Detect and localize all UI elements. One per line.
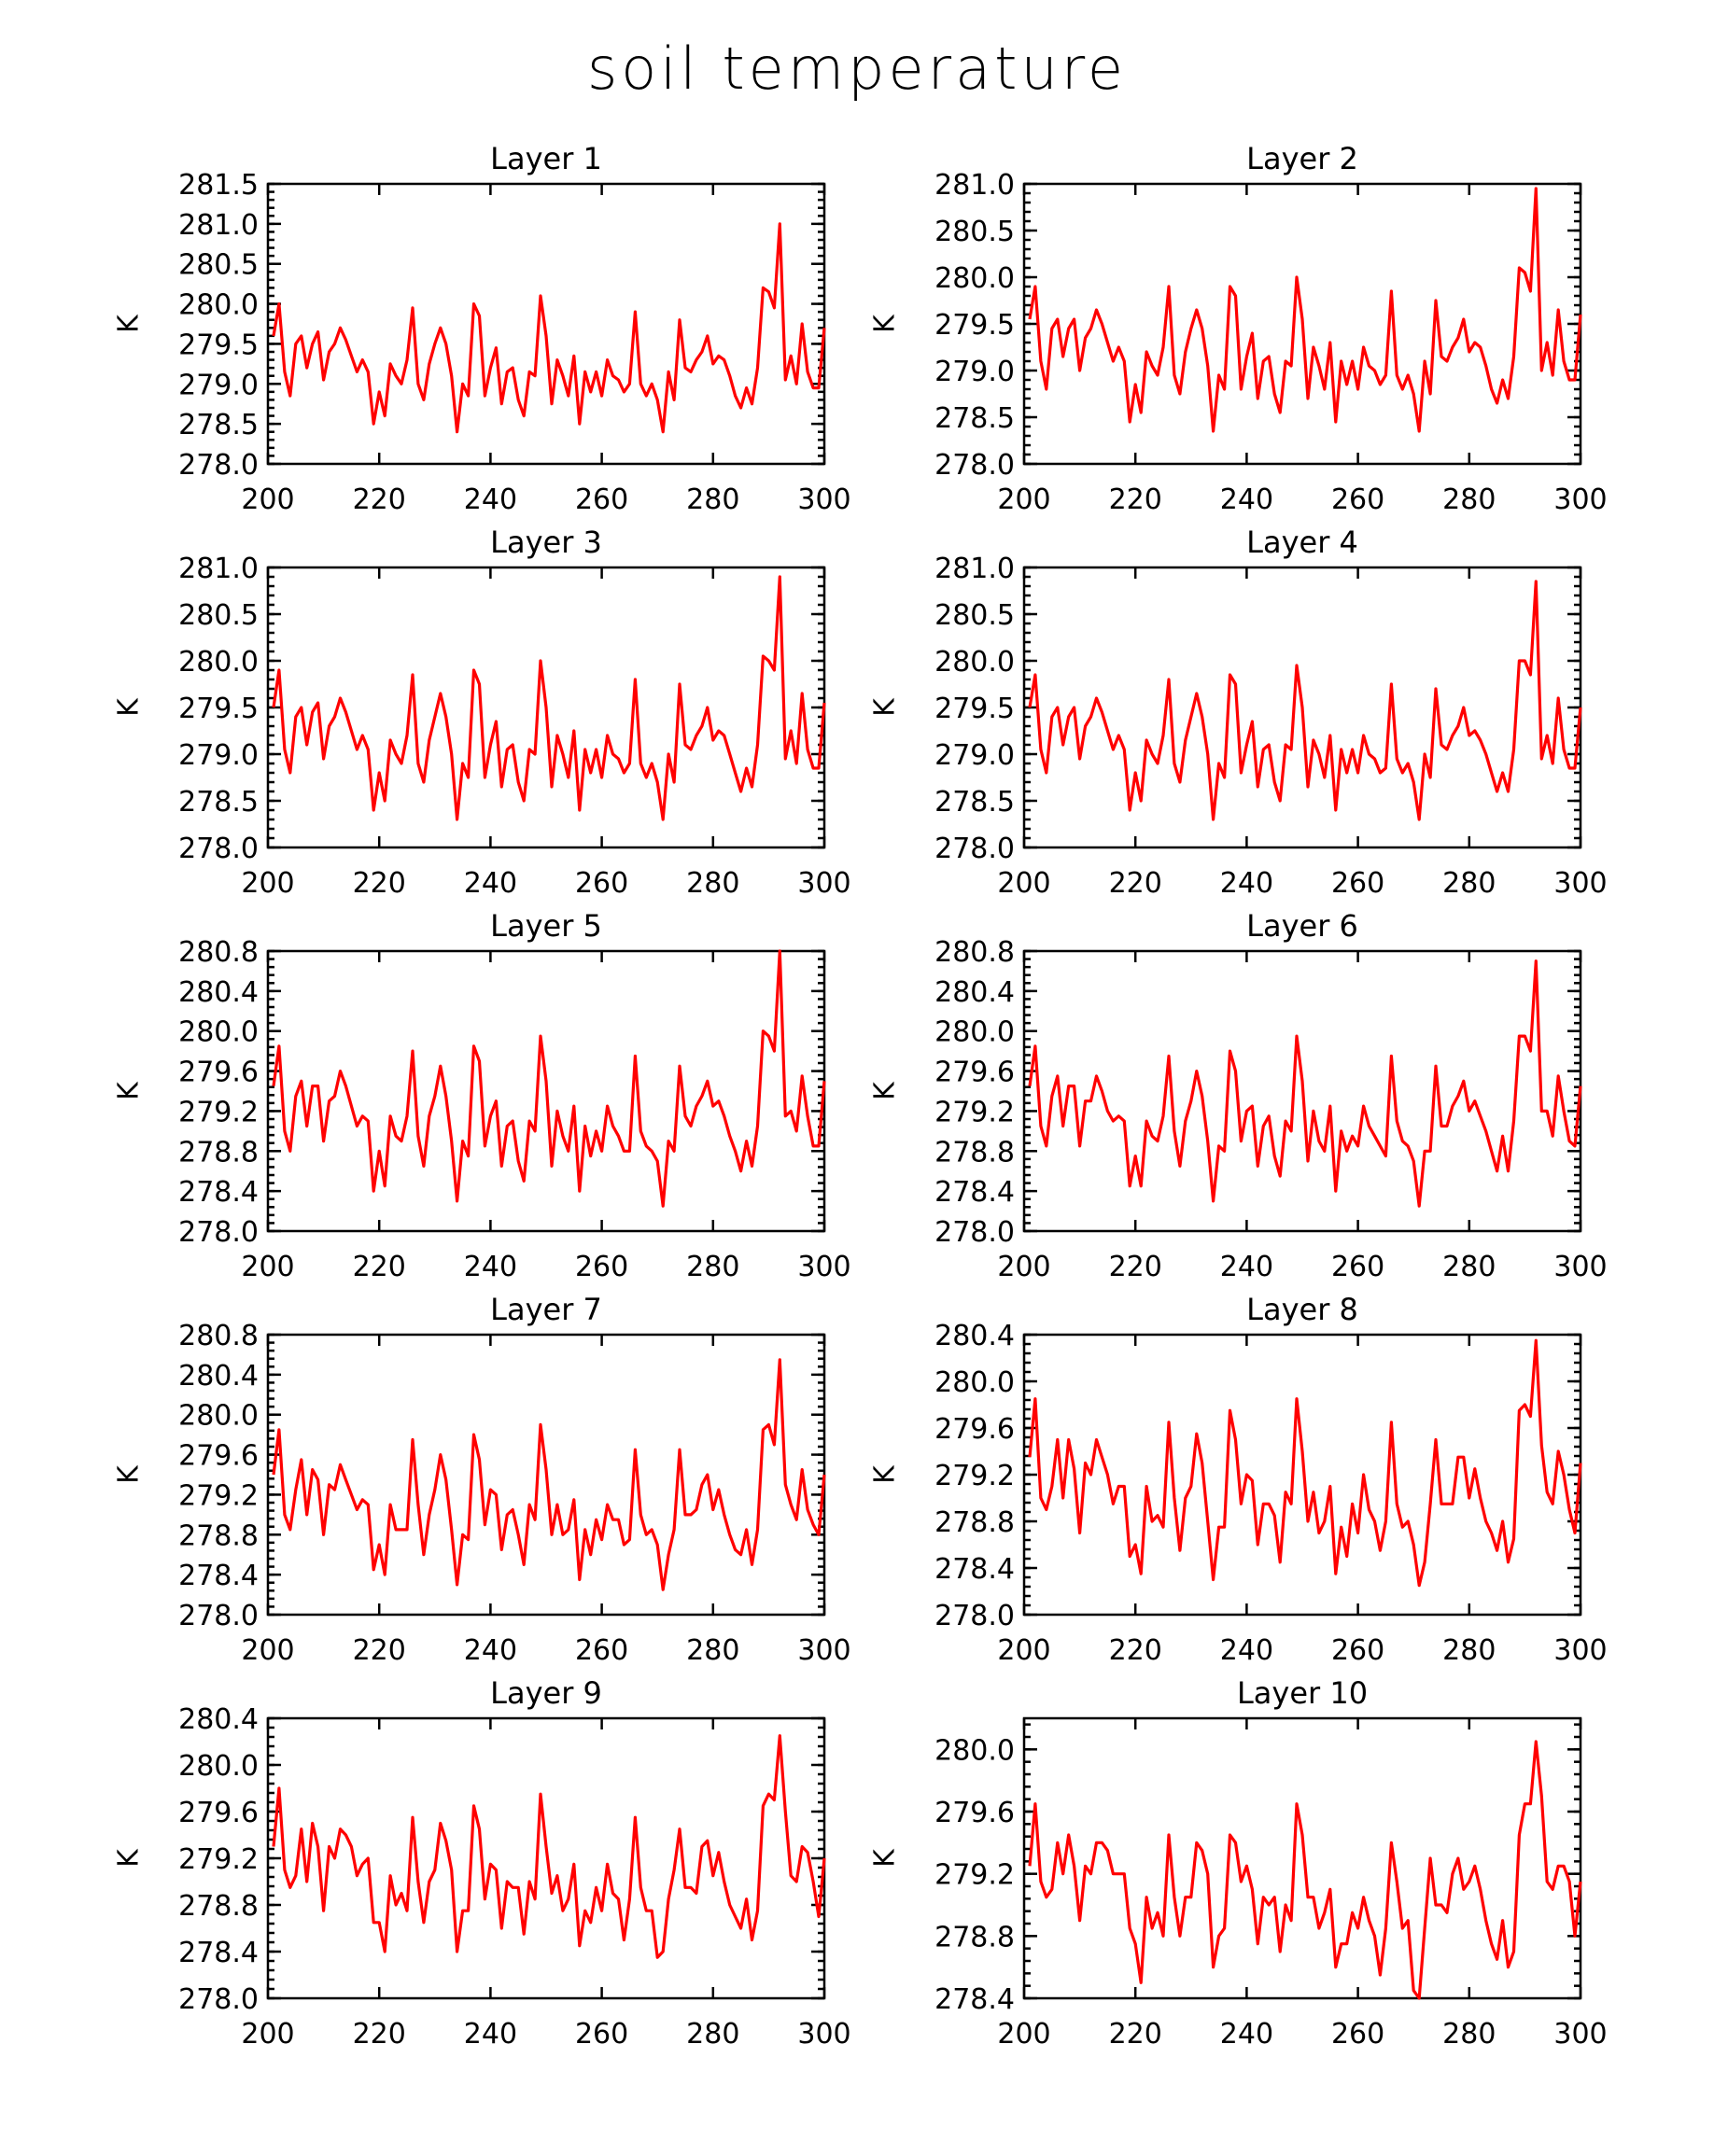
x-tick-label: 220 xyxy=(1108,1634,1162,1667)
y-tick-label: 278.0 xyxy=(178,449,259,482)
x-tick-label: 240 xyxy=(463,2018,518,2051)
x-tick-label: 240 xyxy=(1219,483,1274,516)
y-tick-label: 280.4 xyxy=(934,975,1015,1009)
plot-frame xyxy=(268,184,824,464)
y-tick-label: 279.2 xyxy=(934,1858,1015,1892)
y-tick-label: 278.0 xyxy=(178,833,259,865)
x-tick-label: 240 xyxy=(1219,1251,1274,1283)
y-axis-label: K xyxy=(868,698,902,717)
y-tick-label: 280.8 xyxy=(178,1320,259,1352)
x-tick-label: 200 xyxy=(241,2018,295,2051)
x-tick-label: 280 xyxy=(686,1634,740,1667)
y-tick-label: 278.0 xyxy=(934,1600,1015,1632)
series-line xyxy=(1030,189,1581,431)
x-tick-label: 200 xyxy=(997,867,1051,900)
y-tick-label: 280.0 xyxy=(178,288,259,322)
x-tick-label: 240 xyxy=(463,483,518,516)
x-tick-label: 300 xyxy=(797,1634,851,1667)
series-line xyxy=(274,577,824,819)
y-axis-label: K xyxy=(868,315,902,333)
y-tick-label: 280.4 xyxy=(178,1703,259,1736)
y-tick-label: 281.0 xyxy=(178,208,259,242)
x-tick-label: 220 xyxy=(352,483,406,516)
y-tick-label: 278.4 xyxy=(934,1553,1015,1586)
y-tick-label: 280.8 xyxy=(178,936,259,969)
panel-layer-7 xyxy=(113,1292,851,1667)
y-axis-label: K xyxy=(868,1082,902,1100)
y-tick-label: 280.4 xyxy=(178,975,259,1009)
panel-layer-8 xyxy=(869,1292,1608,1667)
y-tick-label: 281.0 xyxy=(934,553,1015,585)
y-tick-label: 279.5 xyxy=(178,693,259,725)
x-tick-label: 220 xyxy=(352,1251,406,1283)
panel-title: Layer 8 xyxy=(1246,1292,1358,1327)
y-tick-label: 279.2 xyxy=(934,1460,1015,1492)
y-tick-label: 280.4 xyxy=(934,1320,1015,1352)
x-tick-label: 260 xyxy=(574,1634,629,1667)
y-tick-label: 278.8 xyxy=(178,1136,259,1169)
series-line xyxy=(1030,1742,1581,1998)
x-tick-label: 280 xyxy=(1442,483,1496,516)
y-tick-label: 278.0 xyxy=(934,833,1015,865)
x-tick-label: 260 xyxy=(1330,1634,1385,1667)
x-tick-label: 220 xyxy=(1108,2018,1162,2051)
y-tick-label: 280.0 xyxy=(934,262,1015,295)
panel-title: Layer 3 xyxy=(490,525,602,560)
y-axis-label: K xyxy=(112,698,146,717)
y-tick-label: 279.5 xyxy=(934,693,1015,725)
y-tick-label: 279.6 xyxy=(178,1439,259,1473)
y-tick-label: 278.4 xyxy=(178,1176,259,1210)
y-tick-label: 279.0 xyxy=(178,739,259,772)
panel-layer-1 xyxy=(113,141,851,516)
series-line xyxy=(274,1736,824,1958)
y-tick-label: 280.0 xyxy=(178,1750,259,1783)
y-tick-label: 278.8 xyxy=(934,1136,1015,1169)
x-tick-label: 240 xyxy=(1219,2018,1274,2051)
y-tick-label: 279.5 xyxy=(178,329,259,362)
x-tick-label: 260 xyxy=(574,483,629,516)
y-tick-label: 280.0 xyxy=(934,1734,1015,1768)
y-tick-label: 280.5 xyxy=(934,599,1015,632)
y-tick-label: 279.6 xyxy=(178,1056,259,1089)
x-tick-label: 240 xyxy=(1219,1634,1274,1667)
x-tick-label: 260 xyxy=(1330,1251,1385,1283)
y-tick-label: 278.5 xyxy=(178,409,259,442)
x-tick-label: 220 xyxy=(352,1634,406,1667)
y-axis-label: K xyxy=(112,1465,146,1484)
y-tick-label: 279.6 xyxy=(934,1056,1015,1089)
y-tick-label: 279.2 xyxy=(178,1479,259,1513)
panel-title: Layer 6 xyxy=(1246,908,1358,944)
y-tick-label: 278.0 xyxy=(178,1216,259,1249)
x-tick-label: 280 xyxy=(1442,2018,1496,2051)
panel-layer-5 xyxy=(113,908,851,1283)
y-tick-label: 280.0 xyxy=(934,1015,1015,1049)
series-line xyxy=(1030,1340,1581,1586)
y-tick-label: 280.5 xyxy=(178,248,259,282)
y-tick-label: 280.4 xyxy=(178,1359,259,1393)
y-tick-label: 281.0 xyxy=(934,169,1015,202)
x-tick-label: 300 xyxy=(1553,2018,1608,2051)
y-tick-label: 279.6 xyxy=(934,1797,1015,1829)
x-tick-label: 300 xyxy=(797,1251,851,1283)
y-tick-label: 280.0 xyxy=(934,1366,1015,1399)
x-tick-label: 200 xyxy=(241,1251,295,1283)
panel-title: Layer 5 xyxy=(490,908,602,944)
x-tick-label: 220 xyxy=(352,867,406,900)
x-tick-label: 260 xyxy=(1330,483,1385,516)
x-tick-label: 220 xyxy=(1108,1251,1162,1283)
y-axis-label: K xyxy=(112,1849,146,1868)
x-tick-label: 240 xyxy=(1219,867,1274,900)
y-tick-label: 279.0 xyxy=(178,369,259,402)
y-tick-label: 278.8 xyxy=(178,1519,259,1553)
y-tick-label: 279.2 xyxy=(178,1096,259,1129)
x-tick-label: 280 xyxy=(686,483,740,516)
y-axis-label: K xyxy=(112,315,146,333)
y-tick-label: 278.5 xyxy=(178,786,259,819)
x-tick-label: 280 xyxy=(1442,1251,1496,1283)
panel-title: Layer 4 xyxy=(1246,525,1358,560)
panel-layer-2 xyxy=(869,141,1608,516)
y-tick-label: 278.4 xyxy=(934,1176,1015,1210)
panel-title: Layer 1 xyxy=(490,141,602,176)
series-line xyxy=(1030,961,1581,1207)
x-tick-label: 240 xyxy=(463,1251,518,1283)
y-tick-label: 278.0 xyxy=(178,1600,259,1632)
x-tick-label: 200 xyxy=(997,483,1051,516)
x-tick-label: 280 xyxy=(686,867,740,900)
y-tick-label: 279.0 xyxy=(934,739,1015,772)
panel-layer-6 xyxy=(869,908,1608,1283)
y-axis-label: K xyxy=(868,1465,902,1484)
panel-layer-3 xyxy=(113,525,851,900)
x-tick-label: 200 xyxy=(997,1251,1051,1283)
series-line xyxy=(274,951,824,1206)
y-tick-label: 278.4 xyxy=(178,1937,259,1969)
x-tick-label: 300 xyxy=(797,867,851,900)
panel-title: Layer 2 xyxy=(1246,141,1358,176)
x-tick-label: 260 xyxy=(574,2018,629,2051)
y-tick-label: 278.0 xyxy=(934,449,1015,482)
y-tick-label: 279.6 xyxy=(934,1413,1015,1446)
series-line xyxy=(274,224,824,432)
series-line xyxy=(1030,581,1581,819)
y-tick-label: 280.5 xyxy=(178,599,259,632)
x-tick-label: 280 xyxy=(686,2018,740,2051)
y-axis-label: K xyxy=(868,1849,902,1868)
panel-layer-9 xyxy=(113,1675,851,2051)
y-tick-label: 281.0 xyxy=(178,553,259,585)
y-tick-label: 278.8 xyxy=(178,1890,259,1923)
y-tick-label: 280.0 xyxy=(178,1015,259,1049)
series-line xyxy=(274,1360,824,1589)
y-tick-label: 279.2 xyxy=(934,1096,1015,1129)
x-tick-label: 280 xyxy=(1442,1634,1496,1667)
x-tick-label: 220 xyxy=(1108,483,1162,516)
x-tick-label: 240 xyxy=(463,867,518,900)
y-axis-label: K xyxy=(112,1082,146,1100)
x-tick-label: 260 xyxy=(574,867,629,900)
x-tick-label: 300 xyxy=(1553,867,1608,900)
x-tick-label: 200 xyxy=(241,483,295,516)
panel-title: Layer 10 xyxy=(1236,1675,1369,1711)
y-tick-label: 280.0 xyxy=(178,1399,259,1433)
y-tick-label: 280.0 xyxy=(934,646,1015,679)
y-tick-label: 279.6 xyxy=(178,1797,259,1829)
x-tick-label: 220 xyxy=(1108,867,1162,900)
y-tick-label: 278.4 xyxy=(934,1983,1015,2016)
y-tick-label: 278.8 xyxy=(934,1506,1015,1539)
x-tick-label: 200 xyxy=(997,2018,1051,2051)
x-tick-label: 300 xyxy=(1553,1634,1608,1667)
y-tick-label: 281.5 xyxy=(178,169,259,202)
y-tick-label: 279.5 xyxy=(934,309,1015,342)
x-tick-label: 260 xyxy=(1330,2018,1385,2051)
x-tick-label: 300 xyxy=(797,483,851,516)
x-tick-label: 280 xyxy=(1442,867,1496,900)
x-tick-label: 300 xyxy=(797,2018,851,2051)
y-tick-label: 278.5 xyxy=(934,402,1015,435)
y-tick-label: 279.2 xyxy=(178,1843,259,1876)
x-tick-label: 200 xyxy=(241,1634,295,1667)
y-tick-label: 278.5 xyxy=(934,786,1015,819)
panel-layer-10 xyxy=(869,1675,1608,2051)
y-tick-label: 278.4 xyxy=(178,1560,259,1593)
x-tick-label: 300 xyxy=(1553,1251,1608,1283)
x-tick-label: 260 xyxy=(1330,867,1385,900)
figure-title: soil temperature xyxy=(586,35,1128,103)
y-tick-label: 280.0 xyxy=(178,646,259,679)
x-tick-label: 300 xyxy=(1553,483,1608,516)
panel-title: Layer 9 xyxy=(490,1675,602,1711)
x-tick-label: 200 xyxy=(241,867,295,900)
y-tick-label: 280.8 xyxy=(934,936,1015,969)
x-tick-label: 240 xyxy=(463,1634,518,1667)
y-tick-label: 278.8 xyxy=(934,1921,1015,1954)
y-tick-label: 278.0 xyxy=(934,1216,1015,1249)
x-tick-label: 280 xyxy=(686,1251,740,1283)
y-tick-label: 278.0 xyxy=(178,1983,259,2016)
panel-layer-4 xyxy=(869,525,1608,900)
x-tick-label: 200 xyxy=(997,1634,1051,1667)
y-tick-label: 279.0 xyxy=(934,356,1015,388)
y-tick-label: 280.5 xyxy=(934,216,1015,248)
panels-grid xyxy=(113,141,1608,2051)
x-tick-label: 260 xyxy=(574,1251,629,1283)
panel-title: Layer 7 xyxy=(490,1292,602,1327)
x-tick-label: 220 xyxy=(352,2018,406,2051)
